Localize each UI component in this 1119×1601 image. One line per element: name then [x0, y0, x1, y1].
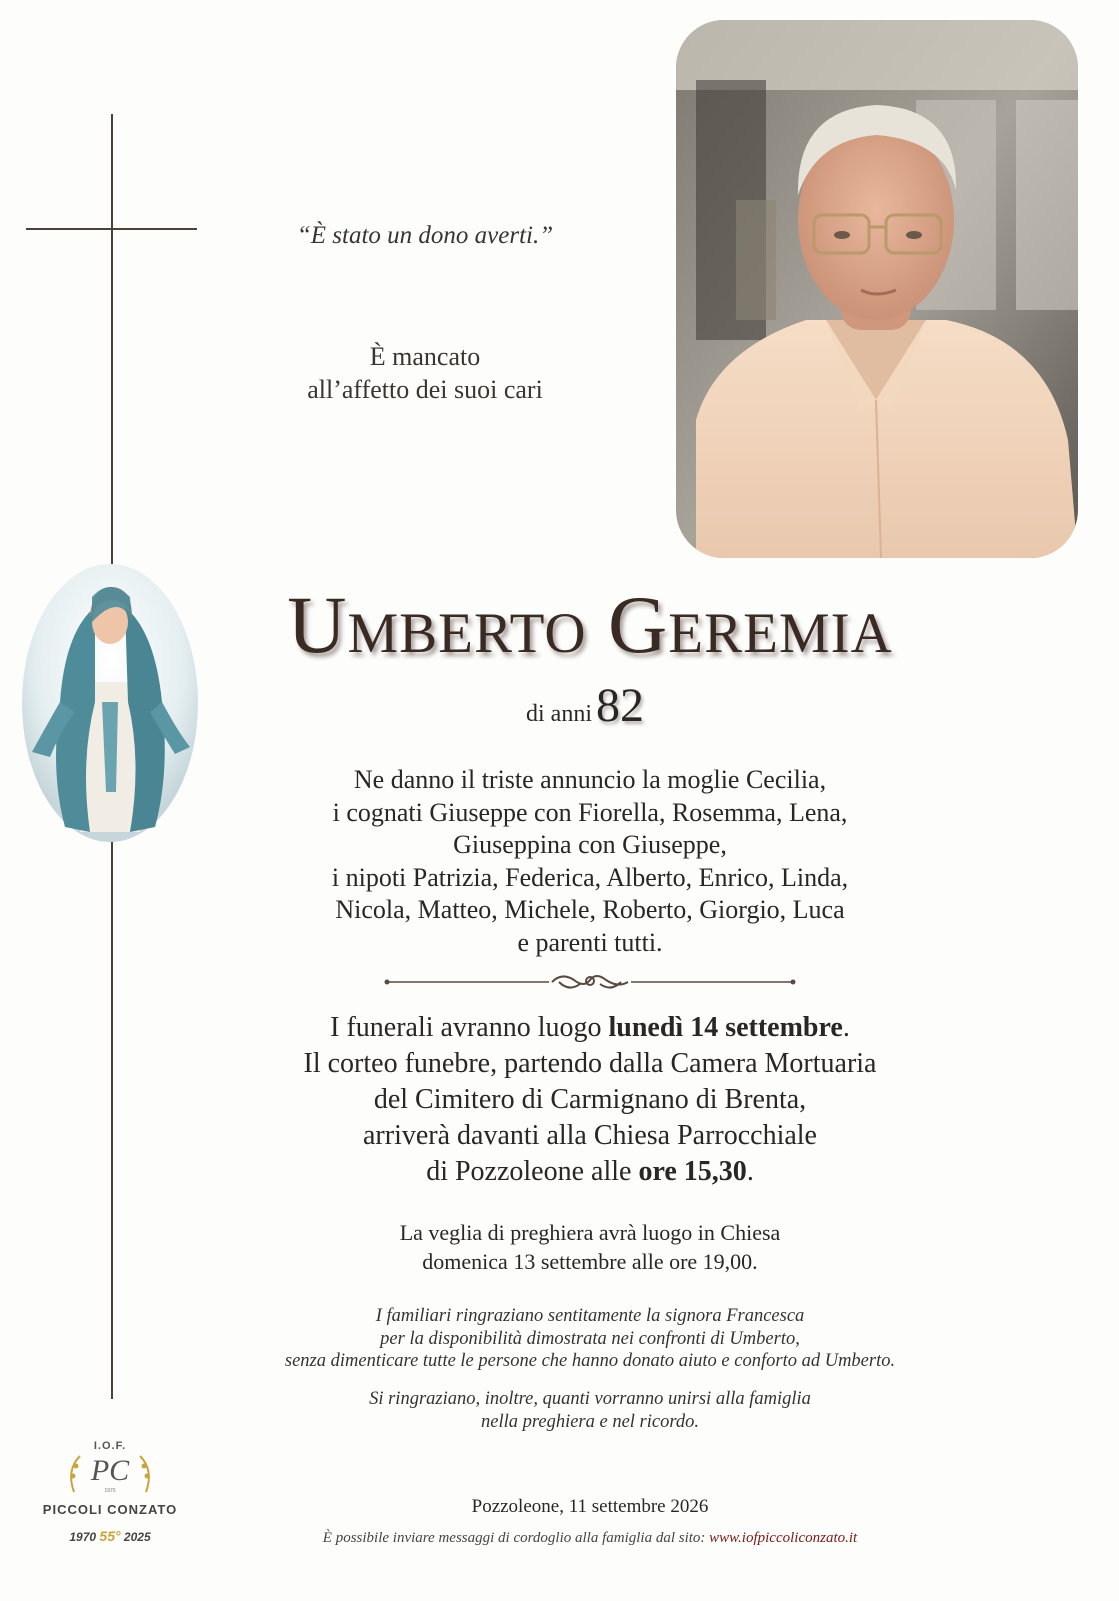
- condolence-footer: [220, 1530, 960, 1547]
- intro-text: [205, 340, 645, 406]
- thanks-line: per la disponibilità dimostrata nei confronti di Umberto,: [380, 1328, 800, 1349]
- logo-year-end: 2025: [123, 1530, 151, 1544]
- announcement-text: [220, 764, 960, 960]
- age-label: di anni: [526, 701, 592, 727]
- announcement-line: Giuseppina con Giuseppe,: [453, 830, 727, 860]
- thanks-closing-line: Si ringraziano, inoltre, quanti vorranno unirsi alla famiglia: [369, 1389, 811, 1409]
- memorial-quote: “È stato un dono averti.”: [296, 222, 554, 249]
- thanks-text: [160, 1305, 1020, 1373]
- announcement-line: i cognati Giuseppe con Fiorella, Rosemma, Lena,: [332, 797, 848, 827]
- thanks-closing-line: nella preghiera e nel ricordo.: [480, 1411, 700, 1432]
- website-link[interactable]: www.iofpiccoliconzato.it: [709, 1530, 858, 1546]
- ornamental-divider: [384, 968, 796, 998]
- announcement-line: i nipoti Patrizia, Federica, Alberto, Enrico, Linda,: [331, 862, 849, 892]
- logo-iof-text: I.O.F.: [93, 1440, 127, 1452]
- funeral-line-5: [195, 1154, 985, 1190]
- vigil-line-2: domenica 13 settembre alle ore 19,00.: [422, 1249, 758, 1274]
- logo-anniversary: 55°: [99, 1528, 121, 1544]
- logo-founded-year: 1970: [104, 1488, 116, 1494]
- funeral-line-4: arriverà davanti alla Chiesa Parrocchiale: [363, 1120, 817, 1151]
- vigil-info: [260, 1218, 920, 1276]
- funeral-details: [195, 1010, 985, 1190]
- footer-text: È possibile inviare messaggi di cordoglio alla famiglia dal sito:: [322, 1530, 710, 1546]
- logo-monogram: PC: [90, 1454, 130, 1487]
- logo-years: [30, 1528, 190, 1544]
- funeral-line-2: Il corteo funebre, partendo dalla Camera Mortuaria: [303, 1048, 877, 1079]
- funeral-line-1: [195, 1010, 985, 1046]
- deceased-name: Umberto Geremia: [287, 579, 893, 670]
- funeral-text: di Pozzoleone alle: [426, 1156, 639, 1187]
- age-value: 82: [596, 679, 644, 732]
- intro-line-2: all’affetto dei suoi cari: [307, 375, 543, 404]
- funeral-line-3: del Cimitero di Carmignano di Brenta,: [373, 1084, 807, 1115]
- announcement-line: Nicola, Matteo, Michele, Roberto, Giorgio, Luca: [335, 895, 845, 925]
- funeral-time: ore 15,30: [638, 1156, 747, 1187]
- vigil-line-1: La veglia di preghiera avrà luogo in Chiesa: [399, 1220, 781, 1245]
- logo-year-start: 1970: [69, 1530, 97, 1544]
- age-line: [300, 678, 870, 733]
- funeral-text: .: [746, 1156, 754, 1187]
- logo-brand-name: PICCOLI CONZATO: [42, 1502, 178, 1517]
- intro-line-1: È mancato: [369, 342, 481, 371]
- thanks-closing: [160, 1388, 1020, 1433]
- thanks-line: I familiari ringraziano sentitamente la signora Francesca: [375, 1306, 805, 1326]
- announcement-line: e parenti tutti.: [517, 927, 663, 957]
- place-and-date: Pozzoleone, 11 settembre 2026: [471, 1496, 709, 1517]
- thanks-line: senza dimenticare tutte le persone che hanno donato aiuto e conforto ad Umberto.: [284, 1351, 896, 1371]
- announcement-line: Ne danno il triste annuncio la moglie Cecilia,: [353, 765, 827, 794]
- deceased-portrait-photo: [676, 20, 1078, 558]
- funeral-text: .: [842, 1012, 850, 1043]
- funeral-date: lunedì 14 settembre: [608, 1012, 843, 1043]
- cross-horizontal-bar: [26, 228, 197, 230]
- funeral-text: I funerali avranno luogo: [330, 1012, 609, 1043]
